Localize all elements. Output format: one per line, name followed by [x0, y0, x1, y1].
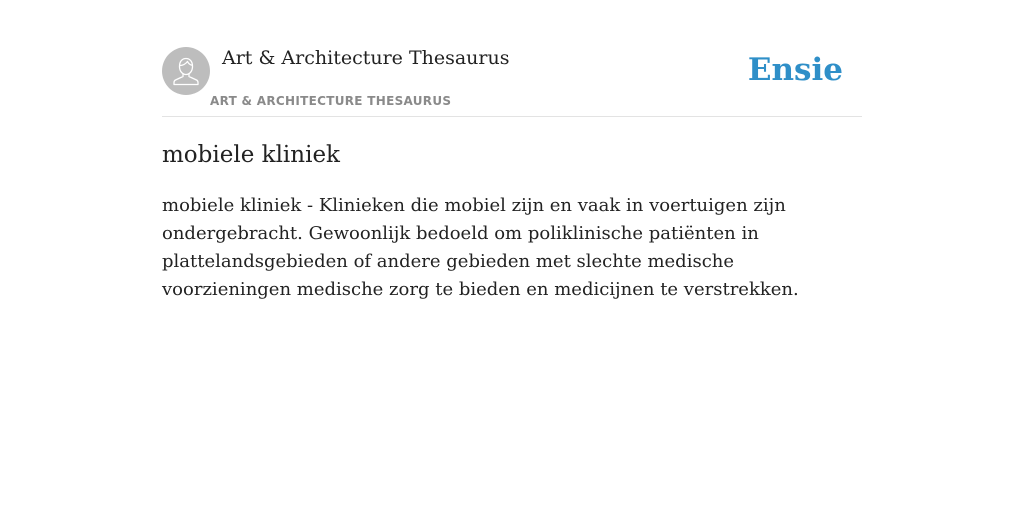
page-container	[162, 0, 862, 512]
user-outline-icon	[162, 47, 210, 95]
author-name-link[interactable]: Art & Architecture Thesaurus	[222, 47, 510, 69]
entry-definition: mobiele kliniek - Klinieken die mobiel zijn en vaak in voertuigen zijn ondergebracht. Gewoonlijk bedoeld om poliklinische patiënten in plattelandsgebieden of andere gebieden met slechte medische voorzieningen medische zorg te bieden en medicijnen te verstrekken.	[162, 195, 799, 300]
source-label: ART & ARCHITECTURE THESAURUS	[210, 94, 452, 108]
page-header	[162, 0, 862, 117]
ensie-logo-link[interactable]: Ensie	[747, 52, 843, 88]
author-avatar[interactable]	[162, 47, 210, 95]
entry-title: mobiele kliniek	[162, 142, 340, 168]
